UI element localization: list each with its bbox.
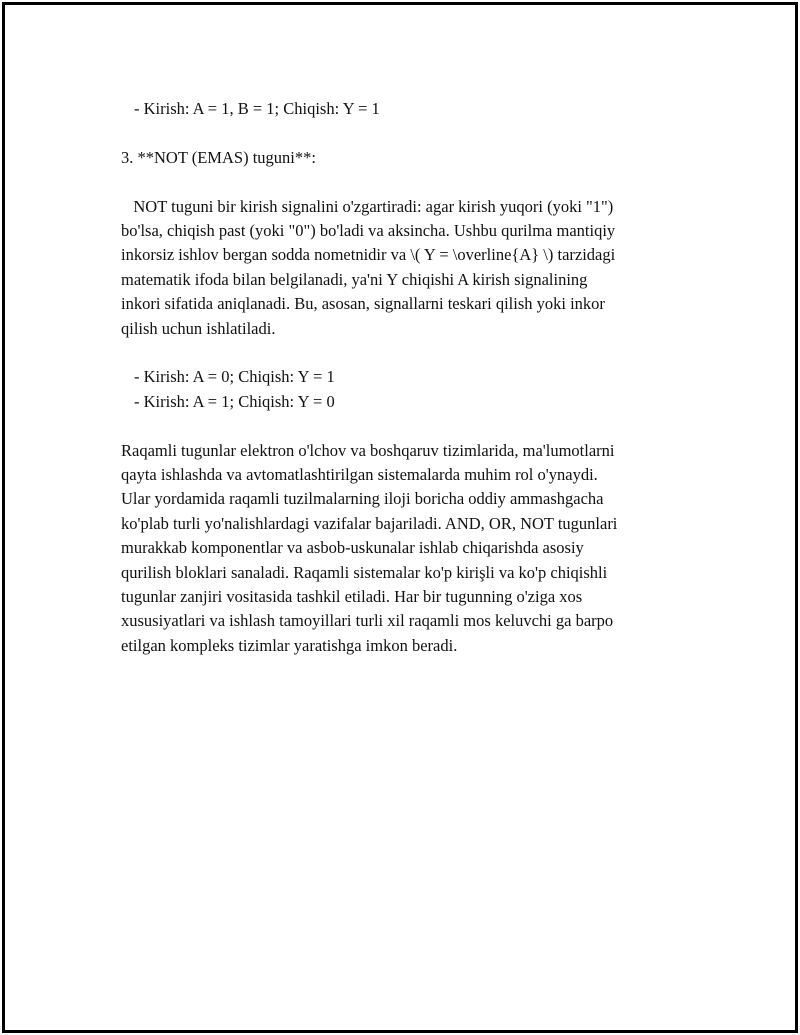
paragraph-line: inkori sifatida aniqlanadi. Bu, asosan, signallarni teskari qilish yoki inkor [121, 294, 605, 314]
list-item-top: - Kirish: A = 1, B = 1; Chiqish: Y = 1 [134, 99, 380, 118]
spacer [121, 121, 691, 145]
not-paragraph [121, 195, 691, 341]
spacer [121, 414, 691, 438]
paragraph-line: NOT tuguni bir kirish signalini o'zgartiradi: agar kirish yuqori (yoki "1") [121, 196, 614, 216]
section-heading: 3. **NOT (EMAS) tuguni**: [121, 147, 316, 167]
paragraph-line: qurilish bloklari sanaladi. Raqamli sistemalar ko'p kirişli va ko'p chiqishli [121, 562, 608, 582]
spacer [121, 170, 691, 194]
paragraph-line: tugunlar zanjiri vositasida tashkil etiladi. Har bir tugunning o'ziga xos [121, 587, 583, 607]
closing-paragraph [121, 439, 691, 659]
paragraph-line: Raqamli tugunlar elektron o'lchov va boshqaruv tizimlarida, ma'lumotlarni [121, 440, 615, 460]
paragraph-line: bo'lsa, chiqish past (yoki "0") bo'ladi va aksincha. Ushbu qurilma mantiqiy [121, 221, 616, 240]
list-item: - Kirish: A = 1; Chiqish: Y = 0 [134, 391, 335, 411]
paragraph-line: qayta ishlashda va avtomatlashtirilgan sistemalarda muhim rol o'ynaydi. [121, 465, 598, 485]
paragraph-line: etilgan kompleks tizimlar yaratishga imkon beradi. [121, 635, 458, 655]
not-items-list [121, 365, 691, 414]
page-frame [2, 2, 798, 1033]
paragraph-line: qilish uchun ishlatiladi. [121, 318, 276, 338]
paragraph-line: inkorsiz ishlov bergan sodda nometnidir va \( Y = \overline{A} \) tarzidagi [121, 245, 616, 265]
document-body [121, 97, 691, 658]
paragraph-line: Ular yordamida raqamli tuzilmalarning iloji boricha oddiy ammashgacha [121, 489, 604, 509]
paragraph-line: murakkab komponentlar va asbob-uskunalar ishlab chiqarishda asosiy [121, 538, 584, 558]
paragraph-line: ko'plab turli yo'nalishlardagi vazifalar bajariladi. AND, OR, NOT tugunlari [121, 513, 618, 533]
paragraph-line: xususiyatlari va ishlash tamoyillari turli xil raqamli mos keluvchi ga barpo [121, 611, 614, 631]
paragraph-line: matematik ifoda bilan belgilanadi, ya'ni Y chiqishi A kirish signalining [121, 269, 588, 289]
spacer [121, 341, 691, 365]
list-item: - Kirish: A = 0; Chiqish: Y = 1 [134, 367, 335, 387]
